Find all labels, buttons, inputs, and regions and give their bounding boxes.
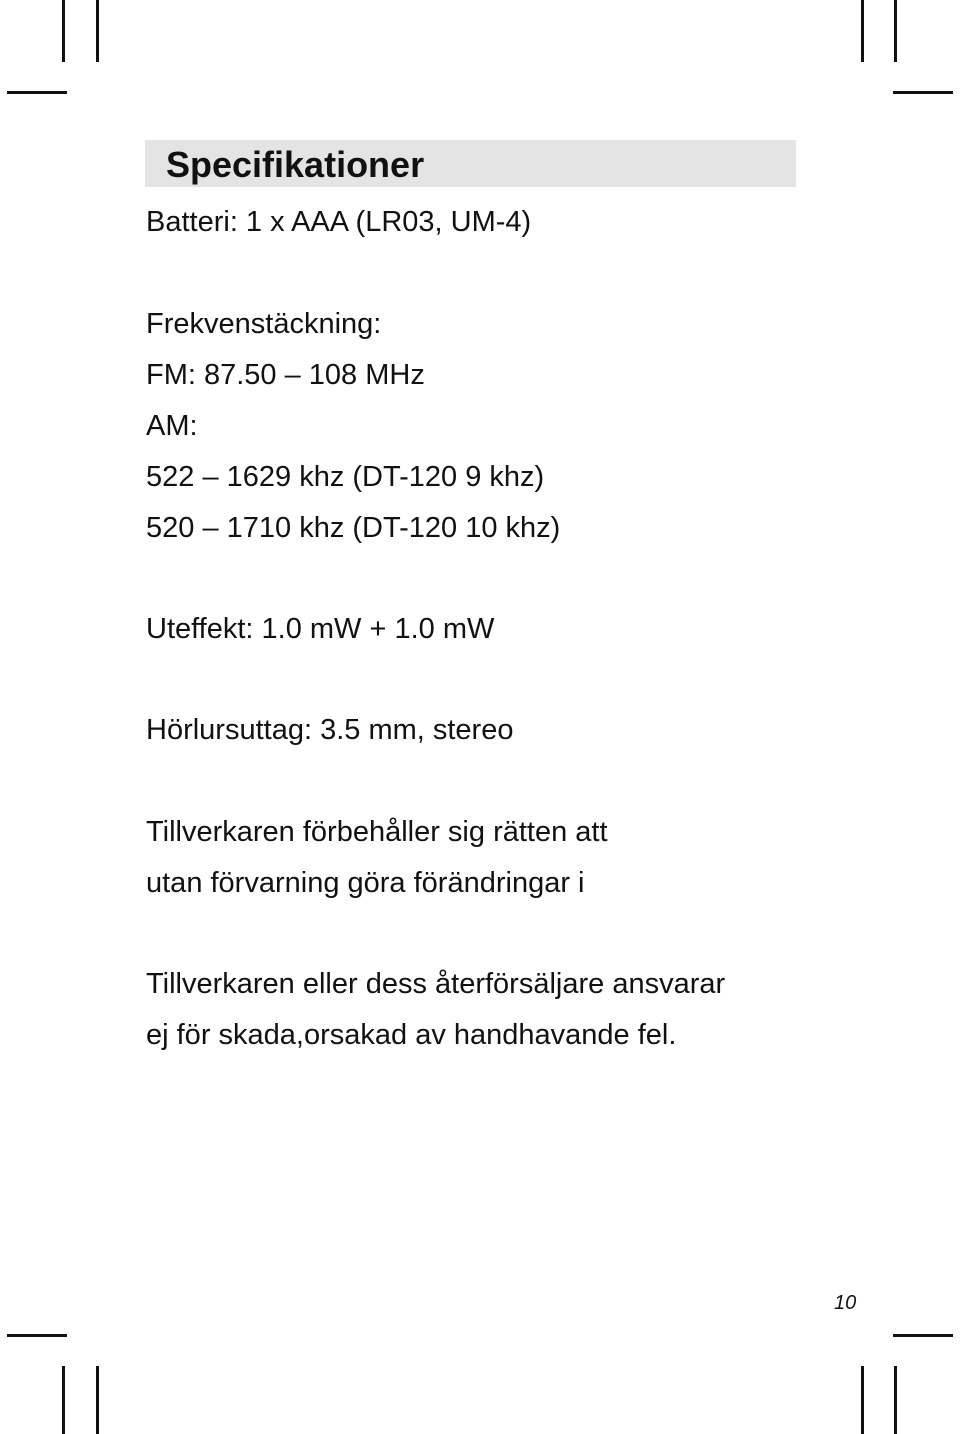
notice-liability-line-2: ej för skada,orsakad av handhavande fel.: [146, 1019, 677, 1051]
crop-mark-bottom-left-horizontal: [7, 1334, 67, 1337]
crop-mark-bottom-right-vertical-inner: [861, 1366, 864, 1434]
spec-am-range-10khz: 520 – 1710 khz (DT-120 10 khz): [146, 512, 561, 544]
spec-battery: Batteri: 1 x AAA (LR03, UM-4): [146, 206, 532, 238]
notice-changes-line-2: utan förvarning göra förändringar i: [146, 867, 585, 899]
spec-am-range-9khz: 522 – 1629 khz (DT-120 9 khz): [146, 461, 545, 493]
spec-frequency-label: Frekvenstäckning:: [146, 308, 382, 340]
crop-mark-top-right-horizontal: [893, 91, 953, 94]
crop-mark-bottom-right-horizontal: [893, 1334, 953, 1337]
spec-output-power: Uteffekt: 1.0 mW + 1.0 mW: [146, 613, 495, 645]
page-number: 10: [834, 1292, 857, 1314]
page-title: Specifikationer: [166, 144, 425, 185]
notice-changes-line-1: Tillverkaren förbehåller sig rätten att: [146, 816, 608, 848]
crop-mark-bottom-left-vertical-inner: [96, 1366, 99, 1434]
crop-mark-top-left-vertical-inner: [96, 0, 99, 62]
crop-mark-top-right-vertical-outer: [894, 0, 897, 62]
crop-mark-bottom-right-vertical-outer: [894, 1366, 897, 1434]
crop-mark-top-left-horizontal: [7, 91, 67, 94]
notice-liability-line-1: Tillverkaren eller dess återförsäljare ansvarar: [146, 968, 726, 1000]
spec-headphone-jack: Hörlursuttag: 3.5 mm, stereo: [146, 714, 514, 746]
spec-am-label: AM:: [146, 410, 198, 442]
crop-mark-top-left-vertical-outer: [62, 0, 65, 62]
crop-mark-top-right-vertical-inner: [861, 0, 864, 62]
spec-fm-range: FM: 87.50 – 108 MHz: [146, 359, 425, 391]
crop-mark-bottom-left-vertical-outer: [62, 1366, 65, 1434]
